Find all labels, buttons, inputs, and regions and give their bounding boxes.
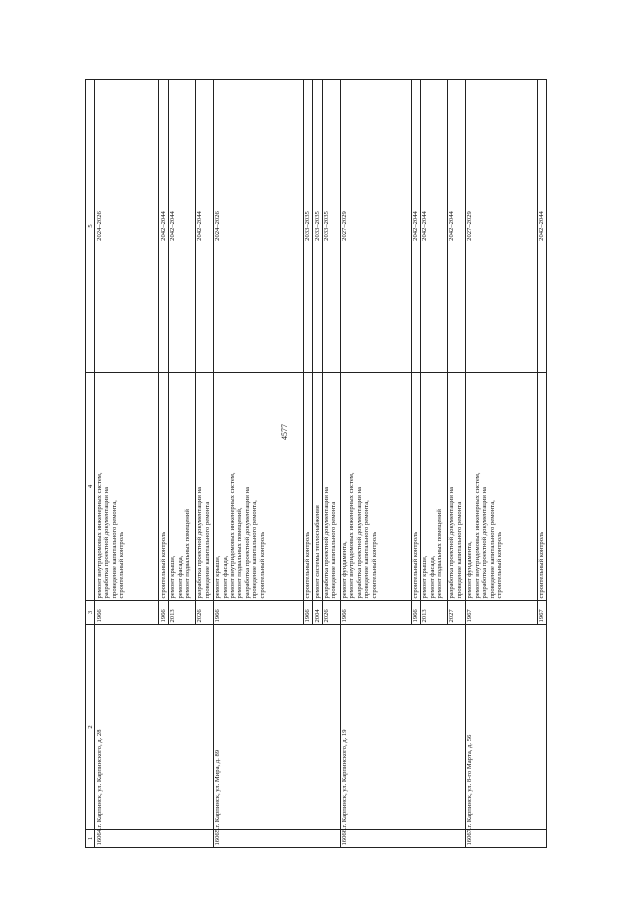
period-cell: 2033–2035 [313,80,322,373]
header-row [86,80,95,848]
work-description-cell: строительный контроль [537,373,546,601]
year-cell: 2027 [447,601,465,625]
period-cell: 2042–2044 [168,80,195,373]
year-cell: 1966 [303,601,312,625]
object-address: г. Карпинск, ул. Мира, д. 89 [213,625,340,830]
page-number: 4577 [280,424,289,440]
year-cell: 1966 [411,601,420,625]
table-row [465,80,537,848]
period-cell: 2042–2044 [537,80,546,373]
object-number: 16067. [465,830,546,848]
year-cell: 1967 [465,601,537,625]
year-cell: 2013 [420,601,447,625]
object-number: 16066. [340,830,465,848]
period-cell: 2024–2026 [95,80,159,373]
object-number: 16064. [95,830,213,848]
work-description-cell: ремонт крыши, ремонт фасада, ремонт подвальных помещений [168,373,195,601]
work-description-cell: строительный контроль [159,373,168,601]
table-row [340,80,411,848]
work-description-cell: ремонт крыши, ремонт фасада, ремонт внутридомовых инженерных систем, ремонт подвальных помещений, разработка проектной документации на проведение капитального ремонта, строительный контроль [213,373,303,601]
year-cell: 1966 [159,601,168,625]
period-cell: 2027–2029 [465,80,537,373]
work-description-cell: строительный контроль [411,373,420,601]
table-row [213,80,303,848]
period-cell: 2042–2044 [447,80,465,373]
year-cell: 1966 [340,601,411,625]
period-cell: 2027–2029 [340,80,411,373]
period-cell: 2042–2044 [420,80,447,373]
object-address: г. Карпинск, ул. Карпинского, д. 19 [340,625,465,830]
work-description-cell: разработка проектной документации на проведение капитального ремонта [447,373,465,601]
column-header-1: 1 [86,830,95,848]
work-description-cell: ремонт внутридомовых инженерных систем, разработка проектной документации на проведение капитального ремонта, строительный контроль [95,373,159,601]
period-cell: 2033–2035 [322,80,340,373]
work-description-cell: разработка проектной документации на проведение капитального ремонта [322,373,340,601]
year-cell: 1966 [95,601,159,625]
period-cell: 2033–2035 [303,80,312,373]
column-header-3: 3 [86,601,95,625]
period-cell: 2042–2044 [159,80,168,373]
object-number: 16065. [213,830,340,848]
period-cell: 2024–2026 [213,80,303,373]
period-cell: 2042–2044 [195,80,213,373]
work-description-cell: ремонт крыши, ремонт фасада, ремонт подвальных помещений [420,373,447,601]
column-header-4: 4 [86,373,95,601]
object-address: г. Карпинск, ул. 8-го Марта, д. 56 [465,625,546,830]
column-header-2: 2 [86,625,95,830]
year-cell: 2026 [322,601,340,625]
object-address: г. Карпинск, ул. Карпинского, д. 28 [95,625,213,830]
table-row [95,80,159,848]
year-cell: 1966 [213,601,303,625]
work-description-cell: разработка проектной документации на проведение капитального ремонта [195,373,213,601]
work-description-cell: ремонт фундамента, ремонт внутридомовых инженерных систем, разработка проектной документации на проведение капитального ремонта, строительный контроль [340,373,411,601]
repair-schedule-table [85,79,547,848]
period-cell: 2042–2044 [411,80,420,373]
table-body [95,80,547,848]
work-description-cell: ремонт фундамента, ремонт внутридомовых инженерных систем, разработка проектной документации на проведение капитального ремонта, строительный контроль [465,373,537,601]
year-cell: 1967 [537,601,546,625]
year-cell: 2026 [195,601,213,625]
year-cell: 2004 [313,601,322,625]
work-description-cell: ремонт системы теплоснабжения [313,373,322,601]
year-cell: 2013 [168,601,195,625]
column-header-5: 5 [86,80,95,373]
work-description-cell: строительный контроль [303,373,312,601]
rotated-table-container [85,80,575,848]
